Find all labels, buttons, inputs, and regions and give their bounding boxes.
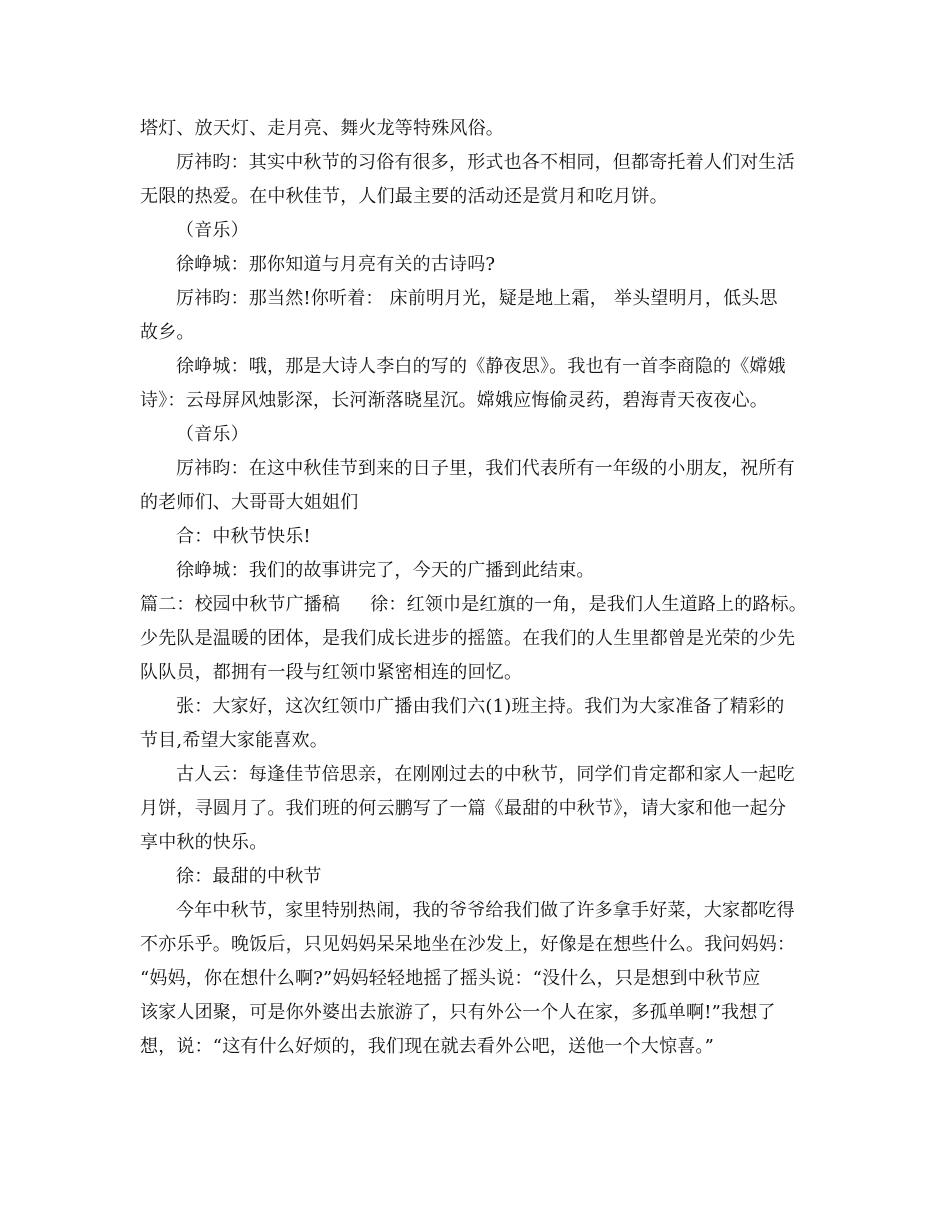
paragraph-closing: [140, 554, 812, 588]
text-line: 徐：最甜的中秋节: [176, 866, 322, 887]
paragraph-chorus: [140, 520, 812, 554]
text-line: 月饼，寻圆月了。我们班的何云鹏写了一篇《最甜的中秋节》，请大家和他一起分: [140, 798, 787, 819]
text-line: 队队员，都拥有一段与红领巾紧密相连的回忆。: [140, 662, 523, 683]
text-line: 该家人团聚，可是你外婆出去旅游了，只有外公一个人在家，多孤单啊!”我想了: [140, 1002, 776, 1023]
text-line: 塔灯、放天灯、走月亮、舞火龙等特殊风俗。: [140, 118, 504, 139]
text-line: 徐峥城：我们的故事讲完了，今天的广播到此结束。: [176, 560, 595, 581]
text-line: 厉祎昀：在这中秋佳节到来的日子里，我们代表所有一年级的小朋友，祝所有: [176, 458, 795, 479]
text-line: 无限的热爱。在中秋佳节，人们最主要的活动还是赏月和吃月饼。: [140, 186, 668, 207]
text-line: 享中秋的快乐。: [140, 832, 268, 853]
text-line: 少先队是温暖的团体，是我们成长进步的摇篮。在我们的人生里都曾是光荣的少先: [140, 628, 796, 649]
text-line: （音乐）: [176, 220, 249, 241]
section-heading: 篇二：校园中秋节广播稿: [140, 594, 341, 615]
text-fragment: 徐：红领巾是红旗的一角，是我们人生道路上的路标。: [370, 594, 808, 615]
text-line: 不亦乐乎。晚饭后，只见妈妈呆呆地坐在沙发上，好像是在想些什么。我问妈妈：: [140, 934, 796, 955]
paragraph-essay-body: [140, 894, 812, 1064]
text-line: 合：中秋节快乐!: [176, 526, 311, 547]
text-line: 厉祎昀：其实中秋节的习俗有很多，形式也各不相同，但都寄托着人们对生活: [176, 152, 795, 173]
text-line: 故乡。: [140, 322, 195, 343]
text-line: “妈妈，你在想什么啊?”妈妈轻轻地摇了摇头说：“没什么，只是想到中秋节应: [140, 968, 761, 989]
paragraph-ancient-saying: [140, 758, 812, 860]
paragraph-customs-dialogue: [140, 146, 812, 214]
text-line: [140, 588, 812, 622]
text-line: 张：大家好，这次红领巾广播由我们六(1)班主持。我们为大家准备了精彩的: [176, 696, 785, 717]
text-line: 诗》：云母屏风烛影深，长河渐落晓星沉。嫦娥应悔偷灵药，碧海青天夜夜心。: [140, 390, 768, 411]
text-line: 的老师们、大哥哥大姐姐们: [140, 492, 359, 513]
paragraph-poem-recital: [140, 282, 812, 350]
text-line: 徐峥城：哦，那是大诗人李白的写的《静夜思》。我也有一首李商隐的《嫦娥: [176, 356, 786, 377]
text-line: 节目,希望大家能喜欢。: [140, 730, 328, 751]
paragraph-host-intro: [140, 690, 812, 758]
paragraph-part-two: [140, 588, 812, 690]
paragraph-poem-response: [140, 350, 812, 418]
text-line: 徐峥城：那你知道与月亮有关的古诗吗?: [176, 254, 496, 275]
paragraph-greeting: [140, 452, 812, 520]
paragraph-music-cue: [140, 214, 812, 248]
paragraph-music-cue: [140, 418, 812, 452]
text-line: 想，说：“这有什么好烦的，我们现在就去看外公吧，送他一个大惊喜。”: [140, 1036, 715, 1057]
paragraph-essay-title: [140, 860, 812, 894]
paragraph-poem-question: [140, 248, 812, 282]
text-line: 今年中秋节，家里特别热闹，我的爷爷给我们做了许多拿手好菜，大家都吃得: [176, 900, 795, 921]
text-line: （音乐）: [176, 424, 249, 445]
document-body: [140, 112, 812, 1064]
text-line: 古人云：每逢佳节倍思亲，在刚刚过去的中秋节，同学们肯定都和家人一起吃: [176, 764, 795, 785]
text-line: 厉祎昀：那当然!你听着： 床前明月光，疑是地上霜， 举头望明月，低头思: [176, 288, 778, 309]
paragraph-festival-customs: [140, 112, 812, 146]
